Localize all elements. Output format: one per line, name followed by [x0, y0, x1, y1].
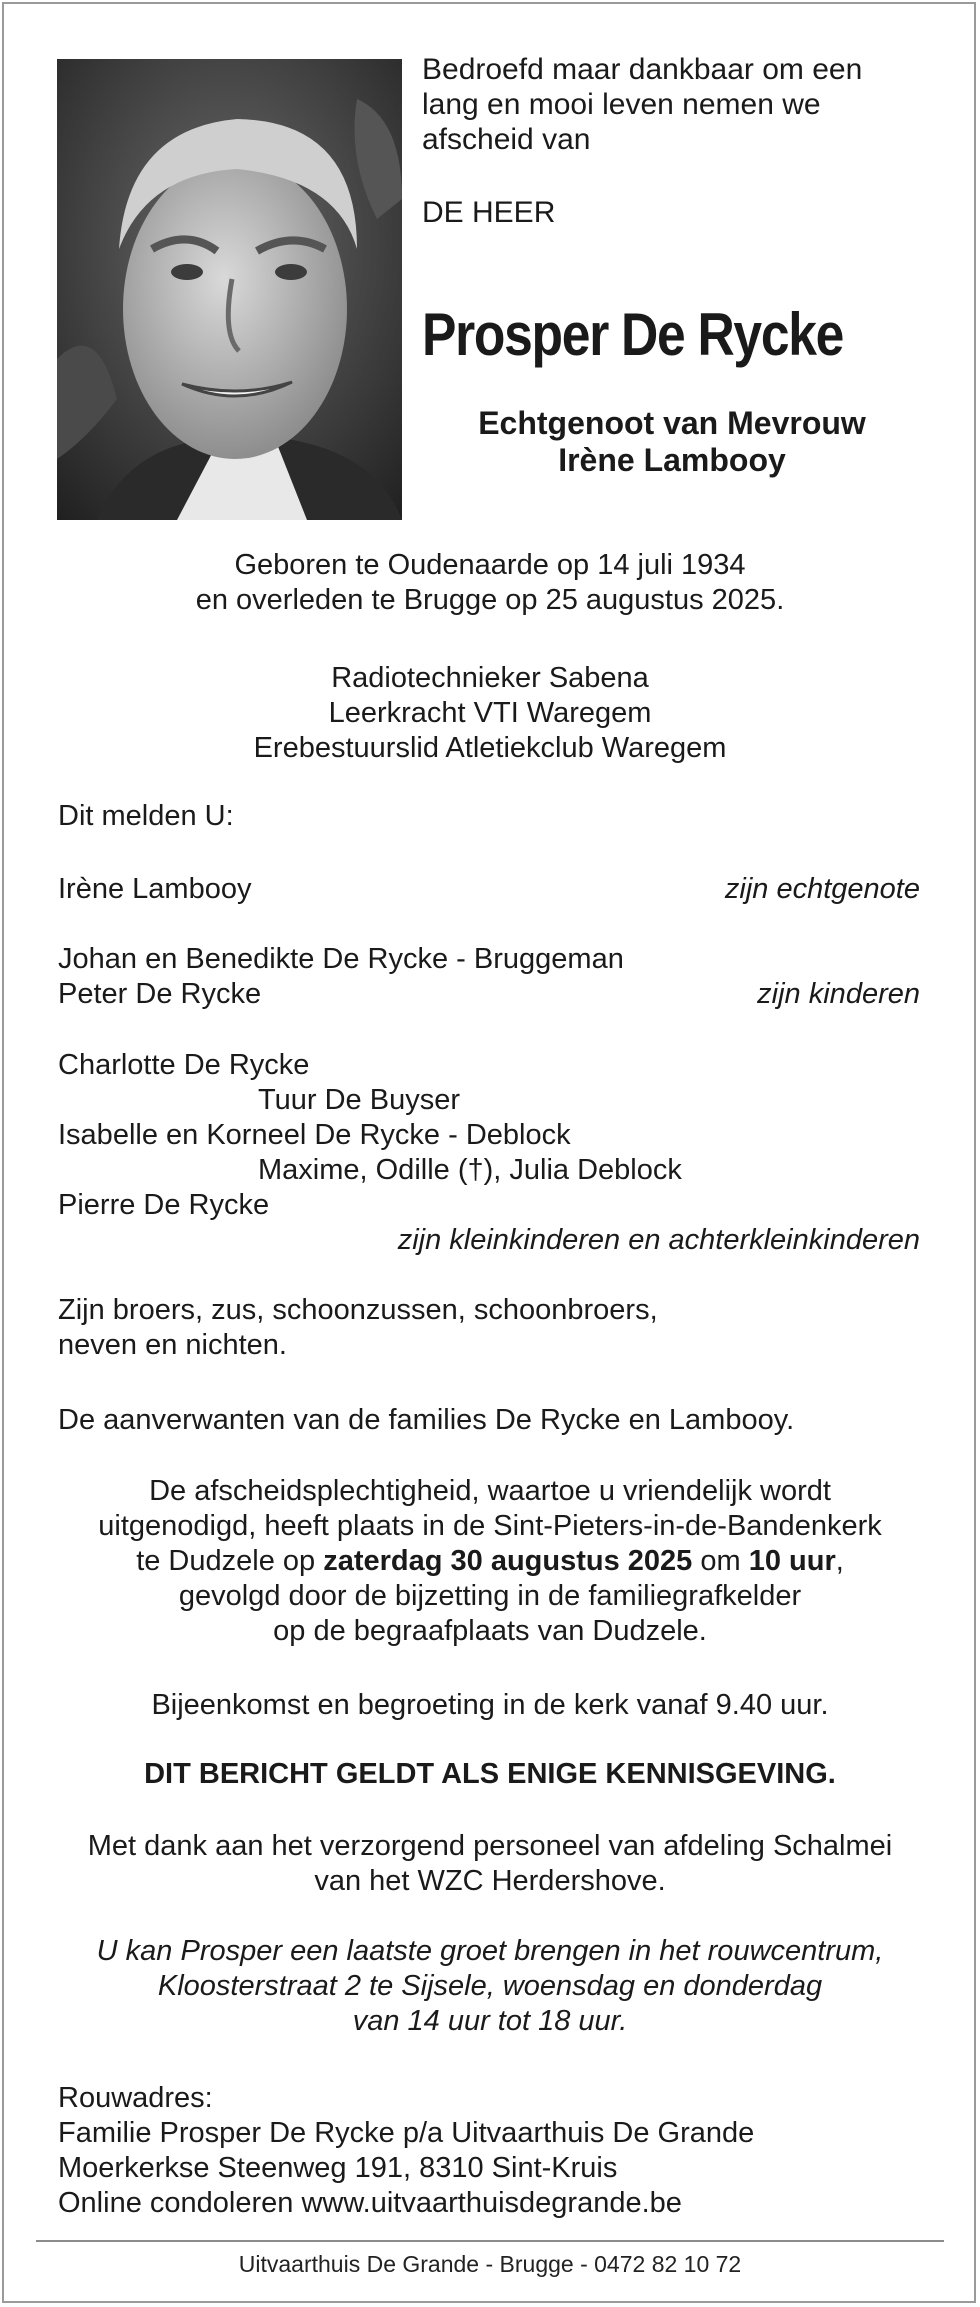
grandchild-line: Tuur De Buyser: [258, 1084, 460, 1116]
announcer-intro: Dit melden U:: [58, 800, 234, 832]
portrait-photo: [57, 59, 402, 520]
thanks-line: van het WZC Herdershove.: [314, 1865, 666, 1897]
ceremony-line: De afscheidsplechtigheid, waartoe u vriendelijk wordt: [149, 1475, 831, 1507]
siblings-line: Zijn broers, zus, schoonzussen, schoonbroers,: [58, 1294, 658, 1326]
grandchild-line: Pierre De Rycke: [58, 1189, 270, 1221]
visit-block: [0, 1934, 980, 2039]
grandchild-line: Isabelle en Korneel De Rycke - Deblock: [58, 1119, 571, 1151]
online-condolence-line: Online condoleren www.uitvaarthuisdegrande.be: [58, 2187, 682, 2219]
gathering-line: Bijeenkomst en begroeting in de kerk vanaf 9.40 uur.: [151, 1689, 829, 1721]
ceremony-text: om: [692, 1545, 749, 1577]
spouse-name: Irène Lambooy: [58, 873, 252, 905]
relatives-line: De aanverwanten van de families De Rycke en Lambooy.: [58, 1404, 795, 1436]
career-line: Erebestuurslid Atletiekclub Waregem: [253, 732, 727, 764]
death-line: en overleden te Brugge op 25 augustus 2025.: [195, 584, 785, 616]
ceremony-date: zaterdag 30 augustus 2025: [323, 1545, 693, 1577]
ceremony-line: gevolgd door de bijzetting in de familiegrafkelder: [178, 1580, 802, 1612]
ceremony-line: uitgenodigd, heeft plaats in de Sint-Pieters-in-de-Bandenkerk: [98, 1510, 882, 1542]
ceremony-line: op de begraafplaats van Dudzele.: [273, 1615, 707, 1647]
spouse-block: [402, 405, 942, 479]
footer-divider: [36, 2240, 944, 2242]
visit-line: Kloosterstraat 2 te Sijsele, woensdag en donderdag: [157, 1970, 823, 2002]
visit-line: van 14 uur tot 18 uur.: [352, 2005, 628, 2037]
grandchildren-role: zijn kleinkinderen en achterkleinkinderen: [397, 1224, 920, 1256]
ceremony-date-line: [0, 1544, 980, 1579]
sole-notice: DIT BERICHT GELDT ALS ENIGE KENNISGEVING.: [144, 1758, 836, 1790]
intro-line: Bedroefd maar dankbaar om een: [422, 53, 863, 86]
ceremony-block: [0, 1474, 980, 1649]
intro-text: [422, 52, 922, 157]
footer-contact: Uitvaarthuis De Grande - Brugge - 0472 82 10 72: [238, 2251, 742, 2277]
ceremony-text: ,: [835, 1545, 844, 1577]
career-block: [0, 661, 980, 766]
child-name: Peter De Rycke: [58, 978, 262, 1010]
spouse-line: Echtgenoot van Mevrouw: [478, 405, 866, 441]
visit-line: U kan Prosper een laatste groet brengen in het rouwcentrum,: [96, 1935, 884, 1967]
deceased-name: Prosper De Rycke: [422, 301, 844, 368]
ceremony-time: 10 uur: [748, 1545, 836, 1577]
thanks-block: [0, 1829, 980, 1899]
grandchild-line: Charlotte De Rycke: [58, 1049, 310, 1081]
address-line: Familie Prosper De Rycke p/a Uitvaarthuis De Grande: [58, 2117, 755, 2149]
grandchild-line: Maxime, Odille (†), Julia Deblock: [258, 1154, 682, 1186]
thanks-line: Met dank aan het verzorgend personeel van afdeling Schalmei: [87, 1830, 893, 1862]
spouse-role: zijn echtgenote: [724, 873, 920, 905]
career-line: Leerkracht VTI Waregem: [328, 697, 652, 729]
children-role: zijn kinderen: [757, 978, 920, 1010]
spouse-line: Irène Lambooy: [558, 442, 786, 478]
birth-death-block: [0, 548, 980, 618]
address-line: Moerkerkse Steenweg 191, 8310 Sint-Kruis: [58, 2152, 618, 2184]
birth-line: Geboren te Oudenaarde op 14 juli 1934: [234, 549, 746, 581]
child-name: Johan en Benedikte De Rycke - Bruggeman: [58, 943, 624, 975]
siblings-line: neven en nichten.: [58, 1329, 287, 1361]
ceremony-text: te Dudzele op: [136, 1545, 324, 1577]
honorific: DE HEER: [422, 196, 556, 229]
career-line: Radiotechnieker Sabena: [331, 662, 649, 694]
intro-line: afscheid van: [422, 123, 591, 156]
address-label: Rouwadres:: [58, 2082, 213, 2114]
intro-line: lang en mooi leven nemen we: [422, 88, 821, 121]
